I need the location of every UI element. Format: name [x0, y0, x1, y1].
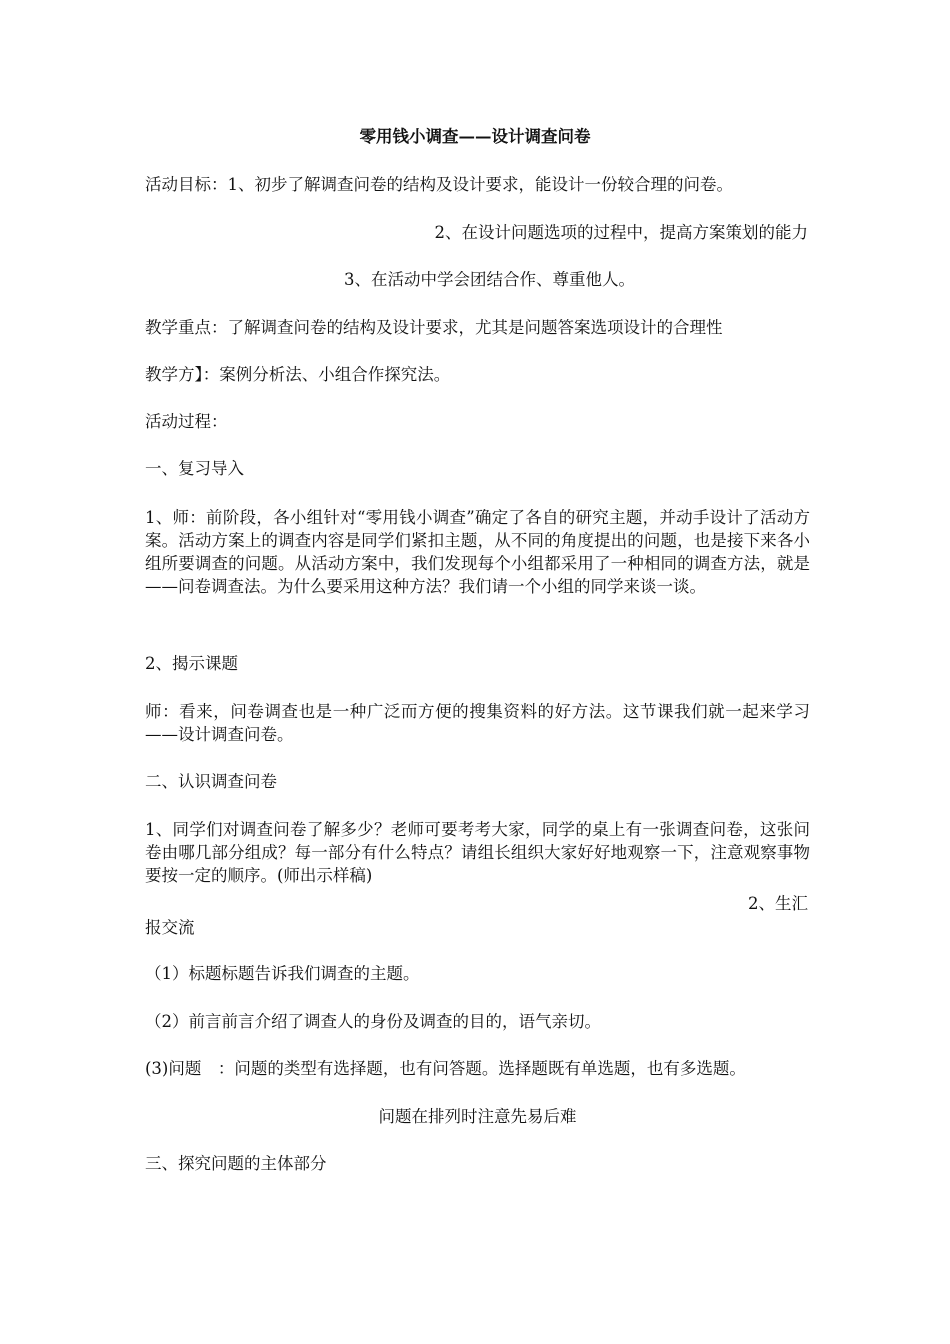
list-item-title: （1）标题标题告诉我们调查的主题。	[145, 964, 420, 983]
teaching-focus: 教学重点：了解调查问卷的结构及设计要求，尤其是问题答案选项设计的合理性	[145, 318, 723, 337]
teaching-method: 教学方】：案例分析法、小组合作探究法。	[145, 365, 451, 384]
section-3-heading: 三、探究问题的主体部分	[145, 1154, 327, 1173]
list-item-questions: (3)问题 ：问题的类型有选择题，也有问答题。选择题既有单选题，也有多选题。	[145, 1059, 746, 1078]
section-2-sub-2a: 2、生汇	[748, 894, 808, 913]
page-title: 零用钱小调查——设计调查问卷	[359, 127, 591, 146]
goal-2: 2、在设计问题选项的过程中，提高方案策划的能力	[434, 223, 808, 242]
section-2-paragraph-1: 1、同学们对调查问卷了解多少？老师可要考考大家，同学的桌上有一张调查问卷，这张问卷由哪几部分组成？每一部分有什么特点？请组长组织大家好好地观察一下，注意观察事物要按一定的顺序。(师出示样稿)	[145, 820, 810, 885]
section-2-sub-2b: 报交流	[145, 918, 195, 937]
section-1-paragraph-2: 师：看来，问卷调查也是一种广泛而方便的搜集资料的好方法。这节课我们就一起来学习——设计调查问卷。	[145, 702, 810, 744]
section-1-sub-2: 2、揭示课题	[145, 654, 238, 673]
section-2-heading: 二、认识调查问卷	[145, 772, 277, 791]
activity-process-label: 活动过程：	[145, 412, 228, 431]
goal-1: 活动目标：1、初步了解调查问卷的结构及设计要求，能设计一份较合理的问卷。	[145, 175, 733, 194]
list-item-preface: （2）前言前言介绍了调查人的身份及调查的目的，语气亲切。	[145, 1012, 601, 1031]
section-1-paragraph-1: 1、师：前阶段，各小组针对“零用钱小调查”确定了各自的研究主题，并动手设计了活动方案。活动方案上的调查内容是同学们紧扣主题，从不同的角度提出的问题，也是接下来各小组所要调查的问题。从活动方案中，我们发现每个小组都采用了一种相同的调查方法，就是——问卷调查法。为什么要采用这种方法？我们请一个小组的同学来谈一谈。	[145, 508, 810, 596]
section-1-heading: 一、复习导入	[145, 459, 244, 478]
list-item-questions-note: 问题在排列时注意先易后难	[378, 1107, 577, 1126]
goal-3: 3、在活动中学会团结合作、尊重他人。	[344, 270, 635, 289]
